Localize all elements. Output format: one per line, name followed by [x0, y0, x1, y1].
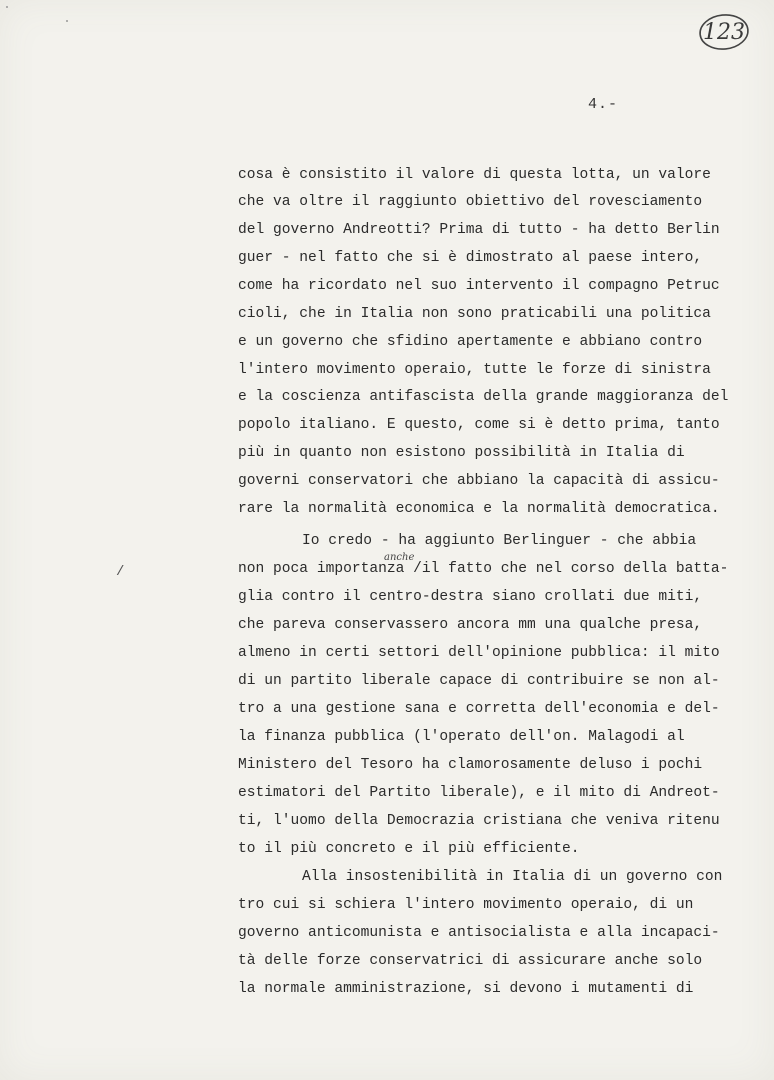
text-line: più in quanto non esistono possibilità in Italia di	[238, 445, 685, 461]
page-number: 4.-	[588, 96, 619, 113]
text-line: glia contro il centro-destra siano crollati due miti,	[238, 589, 703, 605]
text-line: cioli, che in Italia non sono praticabili una politica	[238, 306, 711, 322]
margin-mark: /	[116, 564, 125, 580]
text-line: che va oltre il raggiunto obiettivo del rovesciamento	[238, 194, 703, 210]
text-line: ti, l'uomo della Democrazia cristiana che veniva ritenu	[238, 813, 720, 829]
text-line: la normale amministrazione, si devono i mutamenti di	[238, 981, 694, 997]
text-line: governi conservatori che abbiano la capacità di assicu-	[238, 473, 720, 489]
text-line: rare la normalità economica e la normalità democratica.	[238, 501, 720, 517]
text-line: non poca importanza /il fatto che nel corso della batta-	[238, 561, 729, 577]
text-line: estimatori del Partito liberale), e il mito di Andreot-	[238, 785, 720, 801]
scan-speck	[6, 6, 8, 8]
text-line: popolo italiano. E questo, come si è detto prima, tanto	[238, 417, 720, 433]
text-line: Alla insostenibilità in Italia di un governo con	[302, 869, 723, 885]
text-line: cosa è consistito il valore di questa lotta, un valore	[238, 167, 711, 183]
text-line: e un governo che sfidino apertamente e abbiano contro	[238, 334, 703, 350]
text-line: la finanza pubblica (l'operato dell'on. Malagodi al	[238, 729, 685, 745]
text-line: Ministero del Tesoro ha clamorosamente deluso i pochi	[238, 757, 703, 773]
text-line: l'intero movimento operaio, tutte le forze di sinistra	[238, 362, 711, 378]
scan-speck	[66, 20, 68, 22]
text-line: tro a una gestione sana e corretta dell'economia e del-	[238, 701, 720, 717]
text-line: che pareva conservassero ancora mm una qualche presa,	[238, 617, 703, 633]
text-line: guer - nel fatto che si è dimostrato al paese intero,	[238, 250, 703, 266]
handwritten-annotation: anche	[384, 552, 415, 563]
text-line: governo anticomunista e antisocialista e alla incapaci-	[238, 925, 720, 941]
text-line: tà delle forze conservatrici di assicurare anche solo	[238, 953, 703, 969]
text-line: tro cui si schiera l'intero movimento operaio, di un	[238, 897, 694, 913]
text-line: to il più concreto e il più efficiente.	[238, 841, 580, 857]
text-line: Io credo - ha aggiunto Berlinguer - che abbia	[302, 533, 697, 549]
archive-number-stamp: 123	[698, 12, 750, 52]
text-line: e la coscienza antifascista della grande maggioranza del	[238, 389, 729, 405]
text-line: almeno in certi settori dell'opinione pubblica: il mito	[238, 645, 720, 661]
text-line: come ha ricordato nel suo intervento il compagno Petruc	[238, 278, 720, 294]
text-line: di un partito liberale capace di contribuire se non al-	[238, 673, 720, 689]
text-line: del governo Andreotti? Prima di tutto - ha detto Berlin	[238, 222, 720, 238]
